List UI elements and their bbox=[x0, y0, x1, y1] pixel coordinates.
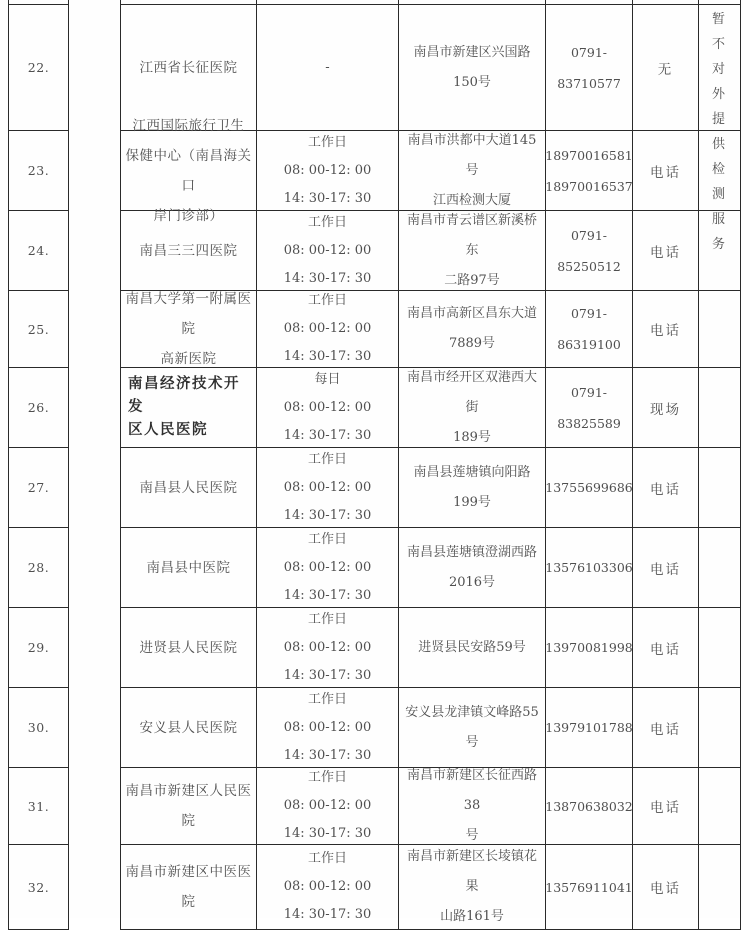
phone-cell-line: 0791-83710577 bbox=[557, 44, 621, 91]
service-hours-cell-line: 08: 00-12: 00 bbox=[283, 479, 372, 495]
address-cell bbox=[399, 528, 546, 608]
service-hours-cell bbox=[257, 4, 399, 131]
service-hours-cell-line: 14: 30-17: 30 bbox=[283, 270, 372, 286]
phone-cell-line: 18970016537 bbox=[545, 178, 633, 194]
table-edge-line bbox=[740, 0, 741, 4]
hospital-name-cell-line: 南昌县中医院 bbox=[146, 559, 231, 576]
table-edge-line bbox=[8, 0, 9, 4]
service-hours-cell bbox=[257, 845, 399, 930]
hospital-name-cell bbox=[121, 528, 257, 608]
hospital-name-cell bbox=[121, 211, 257, 291]
row-index-cell: 27. bbox=[9, 448, 69, 528]
address-cell bbox=[399, 688, 546, 768]
hospital-name-cell-line: 高新医院 bbox=[160, 351, 217, 367]
service-hours-cell-line: 08: 00-12: 00 bbox=[283, 399, 372, 415]
hospital-name-cell bbox=[121, 117, 257, 224]
phone-cell-line: 0791-83825589 bbox=[557, 384, 621, 431]
hospital-name-cell bbox=[121, 368, 257, 448]
appointment-method-cell: 电话 bbox=[633, 845, 699, 930]
hospital-name-cell bbox=[121, 845, 257, 930]
note-cell bbox=[699, 211, 741, 291]
phone-cell bbox=[546, 211, 633, 291]
row-index-cell: 24. bbox=[9, 211, 69, 291]
address-cell-line: 南昌县莲塘镇向阳路199号 bbox=[413, 464, 531, 510]
phone-cell bbox=[546, 768, 633, 845]
phone-cell bbox=[546, 448, 633, 528]
appointment-method-cell: 电话 bbox=[633, 211, 699, 291]
hospital-name-cell bbox=[121, 688, 257, 768]
appointment-method-cell: 电话 bbox=[633, 528, 699, 608]
address-cell-line: 189号 bbox=[453, 429, 491, 445]
service-hours-cell-line: 工作日 bbox=[307, 214, 347, 230]
address-cell-line: 江西检测大厦 bbox=[432, 192, 511, 208]
service-hours-cell-line: - bbox=[325, 59, 330, 75]
phone-cell-line: 18970016581 bbox=[545, 147, 633, 163]
service-hours-cell-line: 工作日 bbox=[307, 134, 347, 150]
service-hours-cell bbox=[257, 688, 399, 768]
service-hours-cell-line: 08: 00-12: 00 bbox=[283, 242, 372, 258]
appointment-method-cell: 现场 bbox=[633, 368, 699, 448]
note-cell: 暂不对外提供检测服务 bbox=[699, 4, 741, 131]
category-column-merged-cell bbox=[69, 4, 121, 930]
phone-cell-line: 0791-86319100 bbox=[557, 306, 621, 352]
service-hours-cell bbox=[257, 448, 399, 528]
appointment-method-cell: 无 bbox=[633, 4, 699, 131]
appointment-method-cell: 电话 bbox=[633, 768, 699, 845]
row-index-cell: 25. bbox=[9, 291, 69, 368]
table-edge-line bbox=[256, 0, 257, 4]
row-index-cell: 28. bbox=[9, 528, 69, 608]
address-cell-line: 山路161号 bbox=[440, 909, 504, 924]
address-cell-line: 南昌市洪都中大道145号 bbox=[407, 132, 537, 178]
phone-cell-line: 13576103306 bbox=[545, 560, 633, 575]
service-hours-cell bbox=[257, 291, 399, 368]
row-index-cell: 32. bbox=[9, 845, 69, 930]
hospital-name-cell-line: 江西国际旅行卫生 bbox=[132, 117, 245, 134]
phone-cell bbox=[546, 4, 633, 131]
address-cell-line: 7889号 bbox=[448, 336, 496, 351]
phone-cell-line: 0791-85250512 bbox=[557, 227, 621, 274]
service-hours-cell bbox=[257, 211, 399, 291]
service-hours-cell-line: 工作日 bbox=[307, 691, 347, 707]
service-hours-cell-line: 14: 30-17: 30 bbox=[283, 349, 372, 364]
phone-cell bbox=[546, 608, 633, 688]
address-cell bbox=[399, 608, 546, 688]
hospital-name-cell-line: 岸门诊部） bbox=[153, 207, 224, 224]
service-hours-cell-line: 14: 30-17: 30 bbox=[283, 826, 372, 841]
address-cell bbox=[399, 291, 546, 368]
phone-cell bbox=[546, 368, 633, 448]
row-index-cell: 26. bbox=[9, 368, 69, 448]
address-cell bbox=[399, 211, 546, 291]
service-hours-cell-line: 每日 bbox=[314, 371, 341, 387]
service-hours-cell bbox=[257, 131, 399, 211]
row-index-cell: 23. bbox=[9, 131, 69, 211]
address-cell-line: 南昌市新建区长堎镇花果 bbox=[406, 849, 537, 894]
service-hours-cell-line: 14: 30-17: 30 bbox=[283, 507, 372, 523]
phone-cell-line: 13970081998 bbox=[545, 640, 633, 655]
address-cell-line: 南昌市经开区双港西大街 bbox=[406, 369, 537, 415]
address-cell-line: 南昌市高新区昌东大道 bbox=[406, 306, 537, 321]
service-hours-cell-line: 08: 00-12: 00 bbox=[283, 719, 372, 735]
hospital-name-cell-line: 南昌经济技术开发 bbox=[128, 376, 240, 415]
note-cell bbox=[699, 845, 741, 930]
address-cell-line: 南昌市新建区长征西路38 bbox=[406, 768, 537, 813]
service-hours-cell-line: 08: 00-12: 00 bbox=[283, 162, 372, 178]
hospital-name-cell bbox=[121, 768, 257, 845]
address-cell bbox=[399, 4, 546, 131]
table-edge-line bbox=[545, 0, 546, 4]
hospital-name-cell-line: 南昌三三四医院 bbox=[139, 242, 238, 259]
service-hours-cell-line: 14: 30-17: 30 bbox=[283, 587, 372, 603]
hospital-name-cell bbox=[121, 608, 257, 688]
service-hours-cell bbox=[257, 608, 399, 688]
service-hours-cell-line: 工作日 bbox=[307, 611, 347, 627]
appointment-method-cell: 电话 bbox=[633, 608, 699, 688]
phone-cell bbox=[546, 291, 633, 368]
note-cell bbox=[699, 608, 741, 688]
phone-cell bbox=[546, 528, 633, 608]
hospital-name-cell-line: 安义县人民医院 bbox=[139, 719, 238, 736]
service-hours-cell-line: 14: 30-17: 30 bbox=[283, 667, 372, 683]
address-cell bbox=[399, 845, 546, 930]
address-cell bbox=[399, 131, 546, 211]
note-cell bbox=[699, 528, 741, 608]
service-hours-cell-line: 工作日 bbox=[307, 451, 347, 467]
service-hours-cell-line: 08: 00-12: 00 bbox=[283, 639, 372, 655]
note-cell bbox=[699, 448, 741, 528]
service-hours-cell-line: 14: 30-17: 30 bbox=[283, 190, 372, 206]
appointment-method-cell: 电话 bbox=[633, 448, 699, 528]
address-cell-line: 南昌市青云谱区新溪桥东 bbox=[406, 212, 537, 258]
service-hours-cell-line: 14: 30-17: 30 bbox=[283, 747, 372, 763]
service-hours-cell bbox=[257, 768, 399, 845]
hospital-name-cell-line: 南昌市新建区人民医院 bbox=[125, 783, 252, 829]
row-index-cell: 31. bbox=[9, 768, 69, 845]
phone-cell bbox=[546, 688, 633, 768]
hospital-name-cell-line: 南昌县人民医院 bbox=[139, 479, 238, 496]
table-edge-line bbox=[120, 0, 121, 4]
table-edge-line bbox=[68, 0, 69, 4]
hospital-name-cell-line: 保健中心（南昌海关口 bbox=[125, 147, 252, 194]
service-hours-cell-line: 08: 00-12: 00 bbox=[283, 321, 372, 336]
table-edge-line bbox=[632, 0, 633, 4]
service-hours-cell-line: 14: 30-17: 30 bbox=[283, 427, 372, 443]
hospital-table bbox=[8, 4, 741, 930]
hospital-name-cell-line: 区人民医院 bbox=[128, 422, 208, 438]
service-hours-cell-line: 工作日 bbox=[307, 531, 347, 547]
note-cell bbox=[699, 688, 741, 768]
address-cell-line: 号 bbox=[465, 828, 479, 843]
note-cell bbox=[699, 368, 741, 448]
address-cell-line: 2016号 bbox=[448, 574, 496, 590]
address-cell-line: 二路97号 bbox=[444, 272, 500, 288]
hospital-name-cell-line: 南昌大学第一附属医院 bbox=[125, 291, 252, 337]
row-index-cell: 22. bbox=[9, 4, 69, 131]
service-hours-cell bbox=[257, 528, 399, 608]
note-cell bbox=[699, 768, 741, 845]
hospital-name-cell bbox=[121, 291, 257, 368]
service-hours-cell-line: 工作日 bbox=[307, 293, 347, 308]
address-cell-line: 南昌市新建区兴国路150号 bbox=[413, 44, 531, 90]
phone-cell-line: 13755699686 bbox=[545, 480, 633, 495]
phone-cell bbox=[546, 845, 633, 930]
note-cell bbox=[699, 131, 741, 211]
service-hours-cell-line: 工作日 bbox=[307, 851, 347, 866]
address-cell-line: 进贤县民安路59号 bbox=[418, 639, 526, 655]
phone-cell-line: 13979101788 bbox=[545, 720, 633, 735]
appointment-method-cell: 电话 bbox=[633, 291, 699, 368]
service-hours-cell-line: 14: 30-17: 30 bbox=[283, 907, 372, 922]
service-hours-cell-line: 08: 00-12: 00 bbox=[283, 798, 372, 813]
address-cell bbox=[399, 768, 546, 845]
table-edge-line bbox=[398, 0, 399, 4]
service-hours-cell-line: 工作日 bbox=[307, 770, 347, 785]
hospital-name-cell bbox=[121, 448, 257, 528]
service-hours-cell-line: 08: 00-12: 00 bbox=[283, 559, 372, 575]
row-index-cell: 29. bbox=[9, 608, 69, 688]
address-cell-line: 南昌县莲塘镇澄湖西路 bbox=[406, 544, 537, 560]
hospital-name-cell-line: 江西省长征医院 bbox=[139, 59, 238, 76]
service-hours-cell bbox=[257, 368, 399, 448]
appointment-method-cell: 电话 bbox=[633, 688, 699, 768]
address-cell bbox=[399, 448, 546, 528]
note-cell bbox=[699, 291, 741, 368]
table-edge-line bbox=[698, 0, 699, 4]
phone-cell-line: 13576911041 bbox=[545, 879, 633, 895]
hospital-name-cell-line: 进贤县人民医院 bbox=[139, 639, 238, 656]
phone-cell bbox=[546, 131, 633, 211]
address-cell-line: 安义县龙津镇文峰路55号 bbox=[405, 704, 539, 750]
phone-cell-line: 13870638032 bbox=[545, 798, 633, 814]
row-index-cell: 30. bbox=[9, 688, 69, 768]
service-hours-cell-line: 08: 00-12: 00 bbox=[283, 879, 372, 894]
hospital-name-cell-line: 南昌市新建区中医医院 bbox=[125, 864, 252, 910]
appointment-method-cell: 电话 bbox=[633, 131, 699, 211]
address-cell bbox=[399, 368, 546, 448]
